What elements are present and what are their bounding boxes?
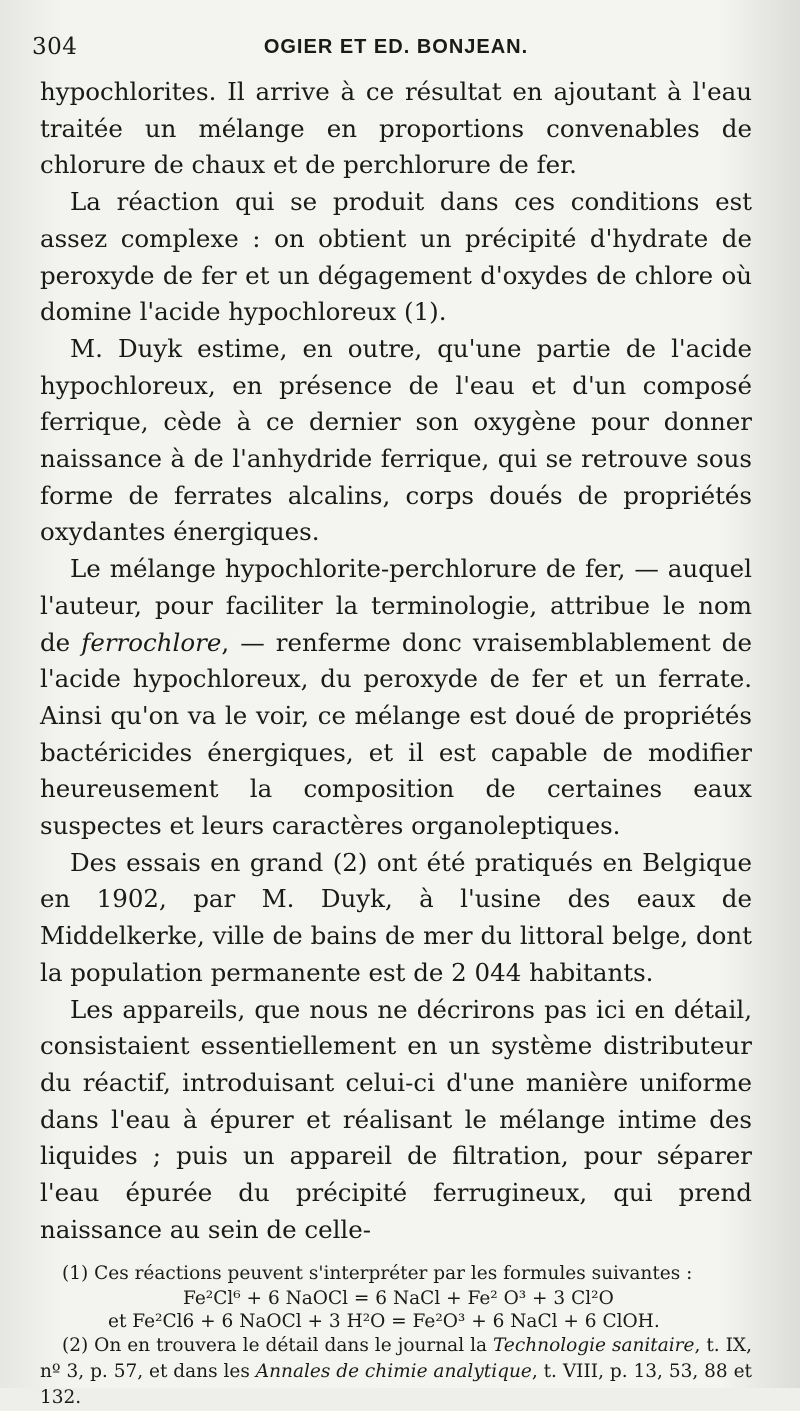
formula-1: Fe²Cl⁶ + 6 NaOCl = 6 NaCl + Fe² O³ + 3 Cl²O (183, 1287, 614, 1309)
page-header (32, 28, 752, 70)
paragraph-5: Des essais en grand (2) ont été pratiqués en Belgique en 1902, par M. Duyk, à l'usine des eaux de Middelkerke, ville de bains de mer du littoral belge, dont la population permanente est de 2 044 habitants. (40, 847, 752, 987)
paragraph-4-part-a: Le mélange hypochlorite-perchlorure de fer, — auquel l'auteur, pour faciliter la terminologie, attribue le nom de (40, 554, 752, 657)
paragraph-4-part-b: , — renferme donc vraisemblablement de l'acide hypochloreux, du peroxyde de fer et un ferrate. Ainsi qu'on va le voir, ce mélange est doué de propriétés bactéricides énergiques, et il est capable de modifier heureusement la composition de certaines eaux suspectes et leurs caractères organoleptiques. (40, 627, 752, 841)
paragraph-3: M. Duyk estime, en outre, qu'une partie de l'acide hypochloreux, en présence de l'eau et d'un composé ferrique, cède à ce dernier son oxygène pour donner naissance à de l'anhydride ferrique, qui se retrouve sous forme de ferrates alcalins, corps doués de propriétés oxydantes énergiques. (40, 333, 752, 547)
paragraph-4 (40, 551, 752, 845)
body-text (40, 74, 752, 1249)
paragraph-6: Les appareils, que nous ne décrirons pas ici en détail, consistaient essentiellement en un système distributeur du réactif, introduisant celui-ci d'une manière uniforme dans l'eau à épurer et réalisant le mélange intime des liquides ; puis un appareil de filtration, pour séparer l'eau épurée du précipité ferrugineux, qui prend naissance au sein de celle- (40, 994, 752, 1244)
running-head: OGIER ET ED. BONJEAN. (263, 36, 529, 58)
journal-title-technologie: Technologie sanitaire (493, 1334, 695, 1356)
formula-2: et Fe²Cl6 + 6 NaOCl + 3 H²O = Fe²O³ + 6 NaCl + 6 ClOH. (108, 1310, 660, 1332)
footnotes (40, 1261, 752, 1411)
footnote-2-part-c: , t. VIII, p. 13, 53, 88 et 132. (40, 1360, 752, 1408)
page-number: 304 (32, 34, 78, 60)
paragraph-2: La réaction qui se produit dans ces conditions est assez complexe : on obtient un précipité d'hydrate de peroxyde de fer et un dégagement d'oxydes de chlore où domine l'acide hypochloreux (1). (40, 187, 752, 327)
paragraph-1: hypochlorites. Il arrive à ce résultat en ajoutant à l'eau traitée un mélange en proportions convenables de chlorure de chaux et de perchlorure de fer. (40, 77, 752, 180)
journal-title-annales: Annales de chimie analytique (255, 1360, 532, 1382)
ferrochlore-term: ferrochlore (81, 627, 222, 657)
footnote-1: (1) Ces réactions peuvent s'interpréter par les formules suivantes : (62, 1262, 693, 1284)
footnote-2 (40, 1333, 752, 1411)
footnote-2-part-a: (2) On en trouvera le détail dans le journal la (62, 1334, 494, 1356)
footnote-2-part-b: , t. IX, nº 3, p. 57, et dans les (40, 1334, 752, 1382)
